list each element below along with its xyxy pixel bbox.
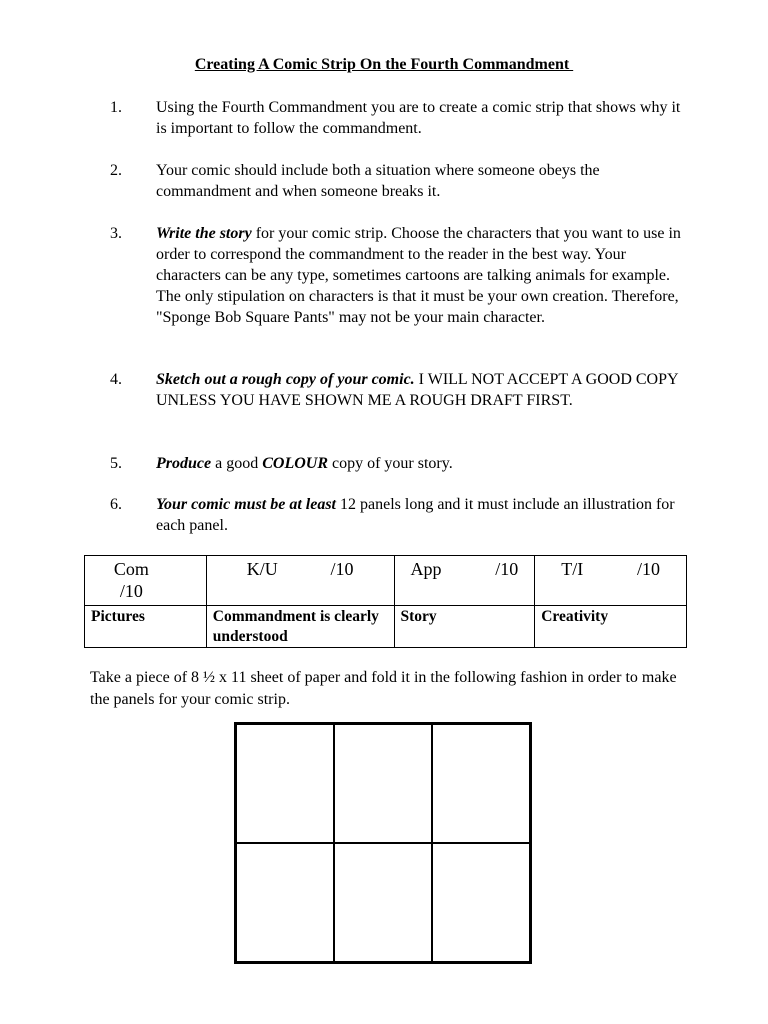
item-text xyxy=(156,160,686,202)
comic-panel-grid xyxy=(234,722,532,964)
item-text-emphasis: Your comic must be at least xyxy=(156,496,336,513)
rubric-cell-ku xyxy=(206,556,394,606)
item-text-segment: copy of your story. xyxy=(328,455,453,472)
fold-instruction: Take a piece of 8 ½ x 11 sheet of paper and fold it in the following fashion in order to make the panels for your comic strip. xyxy=(90,669,677,708)
item-text-segment: for your comic strip. Choose the characters that you want to use in order to correspond the commandment to the reader in the best way. Your characters can be any type, sometimes cartoons are talking animals for example. The only stipulation on characters is that it must be your own creation. Therefore, "Sponge Bob Square Pants" may not be your main character. xyxy=(156,225,681,326)
item-text-segment: a good xyxy=(211,455,263,472)
rubric-label: K/U xyxy=(246,559,278,579)
instruction-item-3 xyxy=(110,223,681,351)
item-number: 1. xyxy=(110,99,122,116)
item-text xyxy=(156,453,686,474)
rubric-criterion: Story xyxy=(394,606,535,648)
rubric-label: Com xyxy=(113,559,149,579)
comic-panel xyxy=(432,724,530,843)
rubric-criterion: Pictures xyxy=(85,606,207,648)
comic-panel xyxy=(236,724,334,843)
instruction-item-4 xyxy=(110,369,678,433)
rubric-criterion: Commandment is clearly understood xyxy=(206,606,394,648)
rubric-cell-com xyxy=(85,556,207,606)
item-text-emphasis: Sketch out a rough copy of your comic. xyxy=(156,371,415,388)
item-text-emphasis: Write the story xyxy=(156,225,252,242)
item-number: 5. xyxy=(110,455,122,472)
instruction-item-2 xyxy=(110,160,670,204)
instruction-item-6 xyxy=(110,494,675,538)
comic-panel xyxy=(334,843,432,962)
rubric-table xyxy=(84,555,687,648)
item-text-emphasis: Produce xyxy=(156,455,212,472)
rubric-score: /10 xyxy=(636,559,660,579)
comic-panel xyxy=(236,843,334,962)
rubric-score: /10 xyxy=(330,559,354,579)
item-text-emphasis: COLOUR xyxy=(262,455,328,472)
item-text-segment: Your comic should include both a situation where someone obeys the commandment and when someone breaks it. xyxy=(156,162,600,200)
rubric-score: /10 xyxy=(119,581,143,601)
item-text xyxy=(156,97,686,139)
rubric-score-row xyxy=(85,556,687,606)
rubric-criterion: Creativity xyxy=(535,606,687,648)
rubric-score: /10 xyxy=(495,559,519,579)
comic-panel xyxy=(432,843,530,962)
rubric-label: T/I xyxy=(561,559,584,579)
rubric-criteria-row xyxy=(85,606,687,648)
item-number: 2. xyxy=(110,162,122,179)
item-text xyxy=(156,369,686,411)
item-number: 3. xyxy=(110,225,122,242)
item-text xyxy=(156,223,686,328)
comic-panel xyxy=(334,724,432,843)
item-text-segment: Using the Fourth Commandment you are to create a comic strip that shows why it is important to follow the commandment. xyxy=(156,99,681,137)
instruction-item-5 xyxy=(110,453,670,475)
item-number: 6. xyxy=(110,496,122,513)
rubric-cell-ti xyxy=(535,556,687,606)
item-number: 4. xyxy=(110,371,122,388)
item-text-segment: I WILL NOT ACCEPT A GOOD COPY UNLESS YOU HAVE SHOWN ME A ROUGH DRAFT FIRST. xyxy=(156,371,678,409)
rubric-cell-app xyxy=(394,556,535,606)
item-text xyxy=(156,494,686,536)
item-text-segment: 12 panels long and it must include an illustration for each panel. xyxy=(156,496,675,534)
rubric-label: App xyxy=(410,559,442,579)
instruction-item-1 xyxy=(110,97,681,141)
page-title: Creating A Comic Strip On the Fourth Commandment xyxy=(194,56,574,73)
